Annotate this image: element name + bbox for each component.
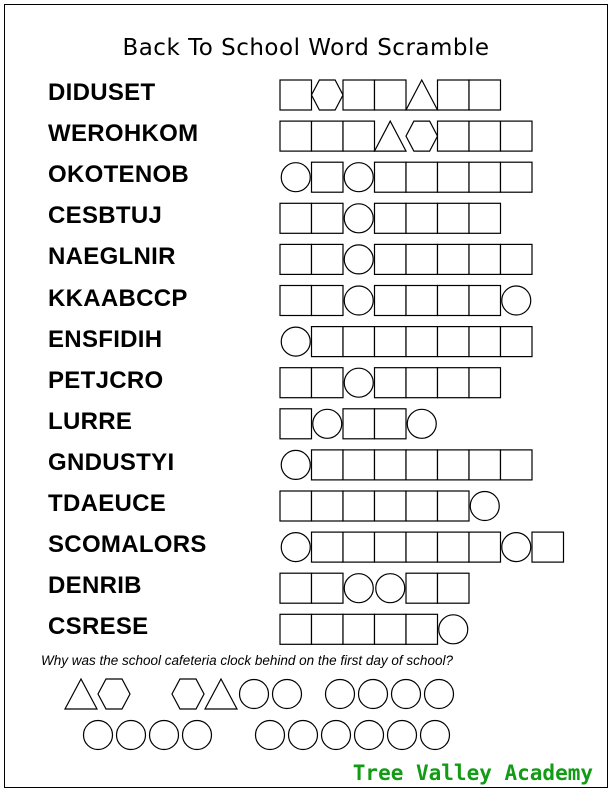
answer-square-box: [280, 121, 312, 151]
riddle-circle-box: [421, 721, 450, 750]
answer-square-box: [312, 450, 344, 480]
answer-square-box: [469, 286, 501, 316]
answer-square-box: [343, 121, 375, 151]
answer-square-box: [438, 532, 470, 562]
answer-square-box: [375, 80, 407, 110]
answer-square-box: [469, 368, 501, 398]
answer-circle-box: [344, 574, 373, 603]
riddle-circle-box: [322, 721, 351, 750]
riddle-circle-box: [355, 721, 384, 750]
answer-hexagon-box: [406, 121, 438, 151]
riddle-circle-box: [84, 721, 113, 750]
answer-triangle-box: [406, 80, 438, 110]
answer-circle-box: [344, 368, 373, 397]
scrambled-word: KKAABCCP: [48, 284, 188, 312]
answer-square-box: [406, 532, 438, 562]
riddle-circle-box: [183, 721, 212, 750]
scrambled-word: TDAEUCE: [48, 490, 167, 517]
answer-square-box: [438, 368, 470, 398]
answer-square-box: [469, 162, 501, 192]
answer-circle-box: [502, 286, 531, 315]
scrambled-word: DENRIB: [48, 572, 142, 600]
answer-square-box: [375, 368, 407, 398]
scrambled-word: PETJCRO: [48, 366, 164, 394]
answer-square-box: [280, 286, 312, 316]
riddle-circle-box: [425, 680, 454, 709]
answer-square-box: [406, 614, 438, 644]
answer-square-box: [280, 203, 312, 233]
answer-square-box: [280, 368, 312, 398]
riddle-circle-box: [240, 680, 269, 709]
riddle-triangle-box: [205, 679, 237, 709]
answer-square-box: [280, 614, 312, 644]
riddle-hexagon-box: [172, 679, 204, 709]
answer-square-box: [438, 327, 470, 357]
answer-square-box: [501, 121, 533, 151]
answer-square-box: [438, 286, 470, 316]
answer-square-box: [501, 450, 533, 480]
answer-circle-box: [313, 409, 342, 438]
answer-square-box: [343, 80, 375, 110]
riddle-circle-box: [289, 721, 318, 750]
answer-circle-box: [281, 450, 310, 479]
answer-square-box: [375, 286, 407, 316]
answer-square-box: [375, 327, 407, 357]
answer-square-box: [280, 244, 312, 274]
answer-square-box: [375, 162, 407, 192]
answer-square-box: [406, 573, 438, 603]
scrambled-word: CESBTUJ: [48, 202, 163, 230]
riddle-circle-box: [392, 680, 421, 709]
answer-square-box: [343, 409, 375, 439]
riddle-circle-box: [117, 721, 146, 750]
riddle-circle-box: [359, 680, 388, 709]
answer-square-box: [501, 327, 533, 357]
answer-circle-box: [281, 533, 310, 562]
riddle-circle-box: [273, 680, 302, 709]
answer-square-box: [343, 614, 375, 644]
answer-square-box: [312, 368, 344, 398]
answer-square-box: [501, 244, 533, 274]
answer-square-box: [312, 121, 344, 151]
answer-square-box: [312, 286, 344, 316]
answer-circle-box: [344, 204, 373, 233]
answer-square-box: [406, 244, 438, 274]
answer-square-box: [501, 162, 533, 192]
riddle-circle-box: [326, 680, 355, 709]
answer-hexagon-box: [312, 80, 344, 110]
answer-square-box: [438, 80, 470, 110]
answer-circle-box: [281, 163, 310, 192]
answer-square-box: [312, 327, 344, 357]
scrambled-word: CSRESE: [48, 613, 149, 641]
answer-square-box: [406, 327, 438, 357]
answer-square-box: [280, 409, 312, 439]
riddle-circle-box: [388, 721, 417, 750]
answer-square-box: [438, 573, 470, 603]
answer-circle-box: [344, 163, 373, 192]
scrambled-word: OKOTENOB: [48, 161, 190, 189]
answer-square-box: [406, 368, 438, 398]
answer-square-box: [375, 532, 407, 562]
answer-square-box: [406, 203, 438, 233]
answer-square-box: [438, 203, 470, 233]
answer-circle-box: [502, 533, 531, 562]
worksheet-title: Back To School Word Scramble: [122, 35, 490, 61]
answer-square-box: [438, 162, 470, 192]
answer-square-box: [312, 614, 344, 644]
answer-square-box: [469, 80, 501, 110]
scrambled-word: LURRE: [48, 407, 133, 435]
riddle-hexagon-box: [98, 679, 130, 709]
answer-square-box: [375, 244, 407, 274]
answer-square-box: [343, 491, 375, 521]
answer-square-box: [469, 450, 501, 480]
answer-square-box: [375, 203, 407, 233]
scrambled-word: DIDUSET: [48, 79, 156, 106]
answer-square-box: [438, 121, 470, 151]
answer-circle-box: [470, 492, 499, 521]
answer-square-box: [532, 532, 564, 562]
scrambled-word: GNDUSTYI: [48, 448, 175, 476]
answer-square-box: [469, 121, 501, 151]
answer-square-box: [375, 614, 407, 644]
answer-square-box: [469, 532, 501, 562]
answer-square-box: [375, 450, 407, 480]
scrambled-word: NAEGLNIR: [48, 243, 176, 271]
answer-circle-box: [376, 574, 405, 603]
answer-circle-box: [344, 286, 373, 315]
answer-square-box: [469, 244, 501, 274]
answer-square-box: [343, 327, 375, 357]
answer-square-box: [406, 162, 438, 192]
answer-square-box: [312, 573, 344, 603]
scrambled-word: SCOMALORS: [48, 531, 207, 559]
riddle-circle-box: [256, 721, 285, 750]
answer-square-box: [406, 491, 438, 521]
answer-circle-box: [344, 245, 373, 274]
scrambled-word: ENSFIDIH: [48, 325, 163, 353]
answer-square-box: [280, 491, 312, 521]
answer-circle-box: [407, 409, 436, 438]
answer-square-box: [406, 286, 438, 316]
answer-circle-box: [281, 327, 310, 356]
brand-name: Tree Valley Academy: [352, 761, 593, 785]
answer-square-box: [280, 573, 312, 603]
riddle-question: Why was the school cafeteria clock behind on the first day of school?: [41, 653, 453, 668]
answer-square-box: [312, 203, 344, 233]
answer-square-box: [469, 327, 501, 357]
riddle-triangle-box: [65, 679, 97, 709]
answer-square-box: [375, 491, 407, 521]
scrambled-word: WEROHKOM: [48, 120, 199, 148]
answer-square-box: [312, 491, 344, 521]
answer-square-box: [406, 450, 438, 480]
answer-square-box: [312, 532, 344, 562]
answer-square-box: [312, 244, 344, 274]
answer-square-box: [343, 532, 375, 562]
answer-square-box: [280, 80, 312, 110]
answer-square-box: [438, 450, 470, 480]
answer-square-box: [438, 491, 470, 521]
answer-circle-box: [439, 615, 468, 644]
riddle-circle-box: [150, 721, 179, 750]
answer-square-box: [438, 244, 470, 274]
answer-triangle-box: [375, 121, 407, 151]
answer-square-box: [312, 162, 344, 192]
answer-square-box: [343, 450, 375, 480]
answer-square-box: [469, 203, 501, 233]
answer-square-box: [375, 409, 407, 439]
